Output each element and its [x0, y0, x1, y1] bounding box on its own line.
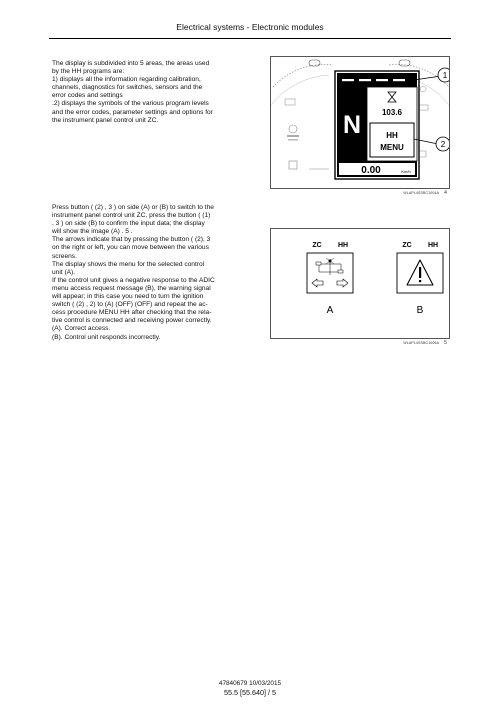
text-line: Press button ( (2) , 3 ) on side (A) or (B) to switch to the — [52, 204, 214, 211]
text-line: error codes and settings — [52, 92, 123, 100]
text-line: on the right or left, you can move between the various — [52, 244, 209, 252]
engine-label-bar — [287, 135, 299, 137]
dash-segment — [342, 79, 354, 81]
text-line: the instrument panel control unit ZC. — [52, 116, 159, 124]
light-symbol-icon — [285, 99, 295, 105]
display-value: 103.6 — [381, 108, 403, 117]
figure-number: 5 — [444, 340, 447, 346]
engine-label-bar — [288, 139, 298, 141]
header-rule — [49, 38, 451, 39]
speed-unit: Km/h — [401, 169, 411, 174]
figure-ref-code: WLAPL4SSBC1006A — [403, 341, 440, 345]
text-line: menu access request message (B), the warning signal — [52, 284, 211, 292]
text-line: will show the image (A) . 5 . — [52, 228, 133, 236]
dash-segment — [393, 79, 405, 81]
text-line: The display is subdivided into 5 areas, the areas used — [52, 60, 210, 67]
figure-5-reference — [403, 340, 447, 346]
right-symbol-icon — [419, 105, 428, 110]
figure-4-reference — [403, 190, 447, 196]
panel-a-zc-label: ZC — [312, 242, 322, 249]
text-line: and the error codes, parameter settings and options for — [52, 108, 213, 116]
text-line: The display shows the menu for the selected control — [52, 260, 205, 268]
text-line: cess procedure MENU HH after checking that the rela- — [52, 309, 212, 317]
panel-a-hh-label: HH — [337, 242, 349, 249]
text-line: tive control is connected and receiving power correctly. — [52, 317, 212, 325]
footer-page-number: 55.5 [55.640] / 5 — [224, 688, 276, 697]
text-line: will appear; in this case you need to turn the ignition — [52, 293, 204, 301]
panel-b-hh-label: HH — [427, 242, 439, 249]
panel-a-caption: A — [326, 305, 334, 316]
text-line: 1) displays all the information regarding calibration, — [52, 76, 201, 84]
engine-symbol-icon — [289, 125, 297, 133]
hh-label: HH — [386, 131, 398, 140]
menu-access-figure — [270, 228, 450, 339]
text-line: The arrows indicate that by pressing the button ( (2), 3 — [52, 236, 211, 244]
warning-symbol-icon — [289, 161, 297, 169]
callout-2-number: 2 — [440, 140, 446, 149]
panel-b-zc-label: ZC — [402, 242, 412, 249]
menu-label: MENU — [380, 143, 404, 152]
text-line: screens. — [52, 252, 77, 260]
speed-value: 0.00 — [361, 165, 381, 176]
left-gauge-inner-arc — [271, 75, 329, 105]
panel-b-caption: B — [416, 305, 424, 316]
instrument-panel-drawing — [271, 57, 449, 188]
menu-access-paragraph — [52, 204, 260, 342]
left-gauge-arc — [273, 64, 333, 87]
menu-access-drawing — [271, 229, 449, 338]
callout-1-number: 1 — [442, 71, 448, 80]
page-header: Electrical systems - Electronic modules — [176, 22, 324, 32]
text-line: instrument panel control unit ZC, press the button ( (1) — [52, 212, 211, 220]
dash-segment — [376, 79, 388, 81]
text-line: unit (A). — [52, 268, 76, 276]
text-line: (B). Control unit responds incorrectly. — [52, 333, 161, 341]
right-symbol-icon — [420, 86, 426, 92]
display-areas-paragraph — [52, 60, 260, 125]
gear-indicator: N — [342, 111, 362, 139]
text-line: , 3 ) on side (B) to confirm the input data; the display — [52, 220, 205, 228]
text-line: switch ( (2) , 2) to (A) (OFF) (OFF) and repeat the ac- — [52, 301, 208, 309]
footer-doc-id: 47840679 10/03/2015 — [218, 680, 282, 687]
dash-segment — [359, 79, 371, 81]
text-line: by the HH programs are: — [52, 68, 125, 76]
text-line: (A). Correct access. — [52, 325, 111, 333]
text-line: .2) displays the symbols of the various program levels — [52, 100, 209, 108]
figure-ref-code: WLAPL4SSBC1004A — [403, 191, 440, 195]
text-line: channels, diagnostics for switches, sensors and the — [52, 84, 203, 92]
instrument-panel-figure — [270, 56, 450, 189]
text-line: If the control unit gives a negative response to the ADIC — [52, 276, 215, 284]
figure-number: 4 — [444, 190, 447, 196]
